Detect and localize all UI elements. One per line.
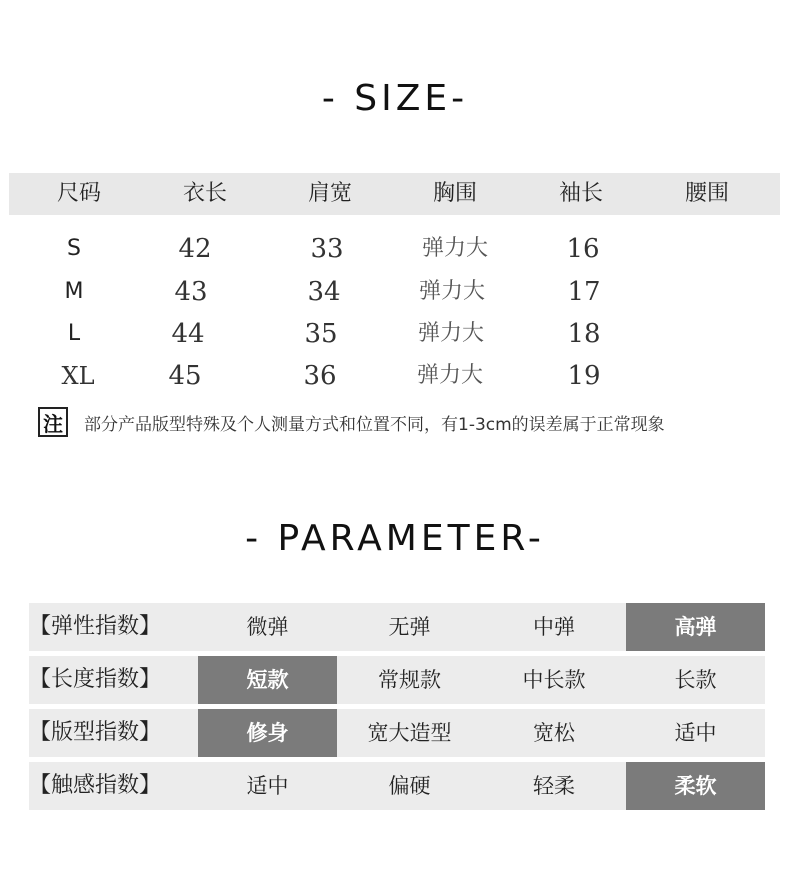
- cell-size: S: [67, 236, 81, 261]
- parameter-option: 中长款: [522, 668, 586, 692]
- cell-shoulder: 33: [310, 234, 344, 264]
- parameter-option: 轻柔: [533, 774, 575, 798]
- table-row: [0, 228, 790, 270]
- parameter-option: 适中: [674, 721, 717, 745]
- parameter-option: 常规款: [378, 668, 441, 692]
- parameter-label: 【弹性指数】: [29, 614, 162, 639]
- cell-chest: 弹力大: [417, 321, 485, 346]
- cell-length: 45: [168, 361, 202, 391]
- cell-length: 44: [171, 319, 205, 349]
- note-mark: 注: [38, 407, 68, 437]
- cell-chest: 弹力大: [418, 279, 486, 304]
- parameter-option: 偏硬: [388, 774, 431, 798]
- parameter-row-touch: [29, 762, 765, 810]
- parameter-option-selected: 柔软: [626, 762, 765, 810]
- parameter-label: 【长度指数】: [29, 667, 162, 692]
- cell-sleeve: 16: [566, 234, 600, 264]
- header-waist: 腰围: [684, 181, 730, 206]
- cell-length: 42: [178, 234, 212, 264]
- header-chest: 胸围: [432, 181, 478, 206]
- header-sleeve: 袖长: [558, 181, 604, 206]
- parameter-label: 【版型指数】: [29, 720, 162, 745]
- parameter-option-selected: 修身: [198, 709, 337, 757]
- parameter-row-elasticity: [29, 603, 765, 651]
- size-section-title: - SIZE-: [321, 78, 469, 119]
- cell-sleeve: 17: [567, 277, 601, 307]
- parameter-option-selected: 高弹: [626, 603, 765, 651]
- parameter-option: 宽大造型: [367, 721, 452, 745]
- cell-chest: 弹力大: [421, 236, 489, 261]
- parameter-option: 适中: [246, 774, 289, 798]
- cell-sleeve: 18: [567, 319, 601, 349]
- parameter-row-length: [29, 656, 765, 704]
- cell-shoulder: 35: [304, 319, 338, 349]
- cell-length: 43: [174, 277, 208, 307]
- cell-size: XL: [61, 362, 95, 390]
- table-row: [0, 271, 790, 313]
- cell-shoulder: 36: [303, 361, 337, 391]
- parameter-option-selected: 短款: [198, 656, 337, 704]
- parameter-option: 微弹: [246, 615, 289, 639]
- parameter-section-title: - PARAMETER-: [245, 518, 545, 559]
- parameter-option: 无弹: [388, 615, 431, 639]
- parameter-option: 中弹: [533, 615, 575, 639]
- cell-size: M: [64, 279, 84, 304]
- size-table-header: [9, 173, 780, 215]
- header-shoulder: 肩宽: [307, 181, 353, 206]
- parameter-label: 【触感指数】: [29, 773, 162, 798]
- note-text: 部分产品版型特殊及个人测量方式和位置不同，有1-3cm的误差属于正常现象: [84, 414, 665, 435]
- parameter-row-fit: [29, 709, 765, 757]
- header-length: 衣长: [182, 181, 228, 206]
- size-note: [38, 407, 665, 437]
- cell-chest: 弹力大: [416, 363, 484, 388]
- parameter-option: 长款: [674, 668, 717, 692]
- table-row: [0, 355, 790, 397]
- table-row: [0, 313, 790, 355]
- header-size: 尺码: [56, 181, 102, 206]
- cell-sleeve: 19: [567, 361, 601, 391]
- cell-size: L: [67, 321, 81, 346]
- parameter-option: 宽松: [533, 721, 575, 745]
- cell-shoulder: 34: [307, 277, 341, 307]
